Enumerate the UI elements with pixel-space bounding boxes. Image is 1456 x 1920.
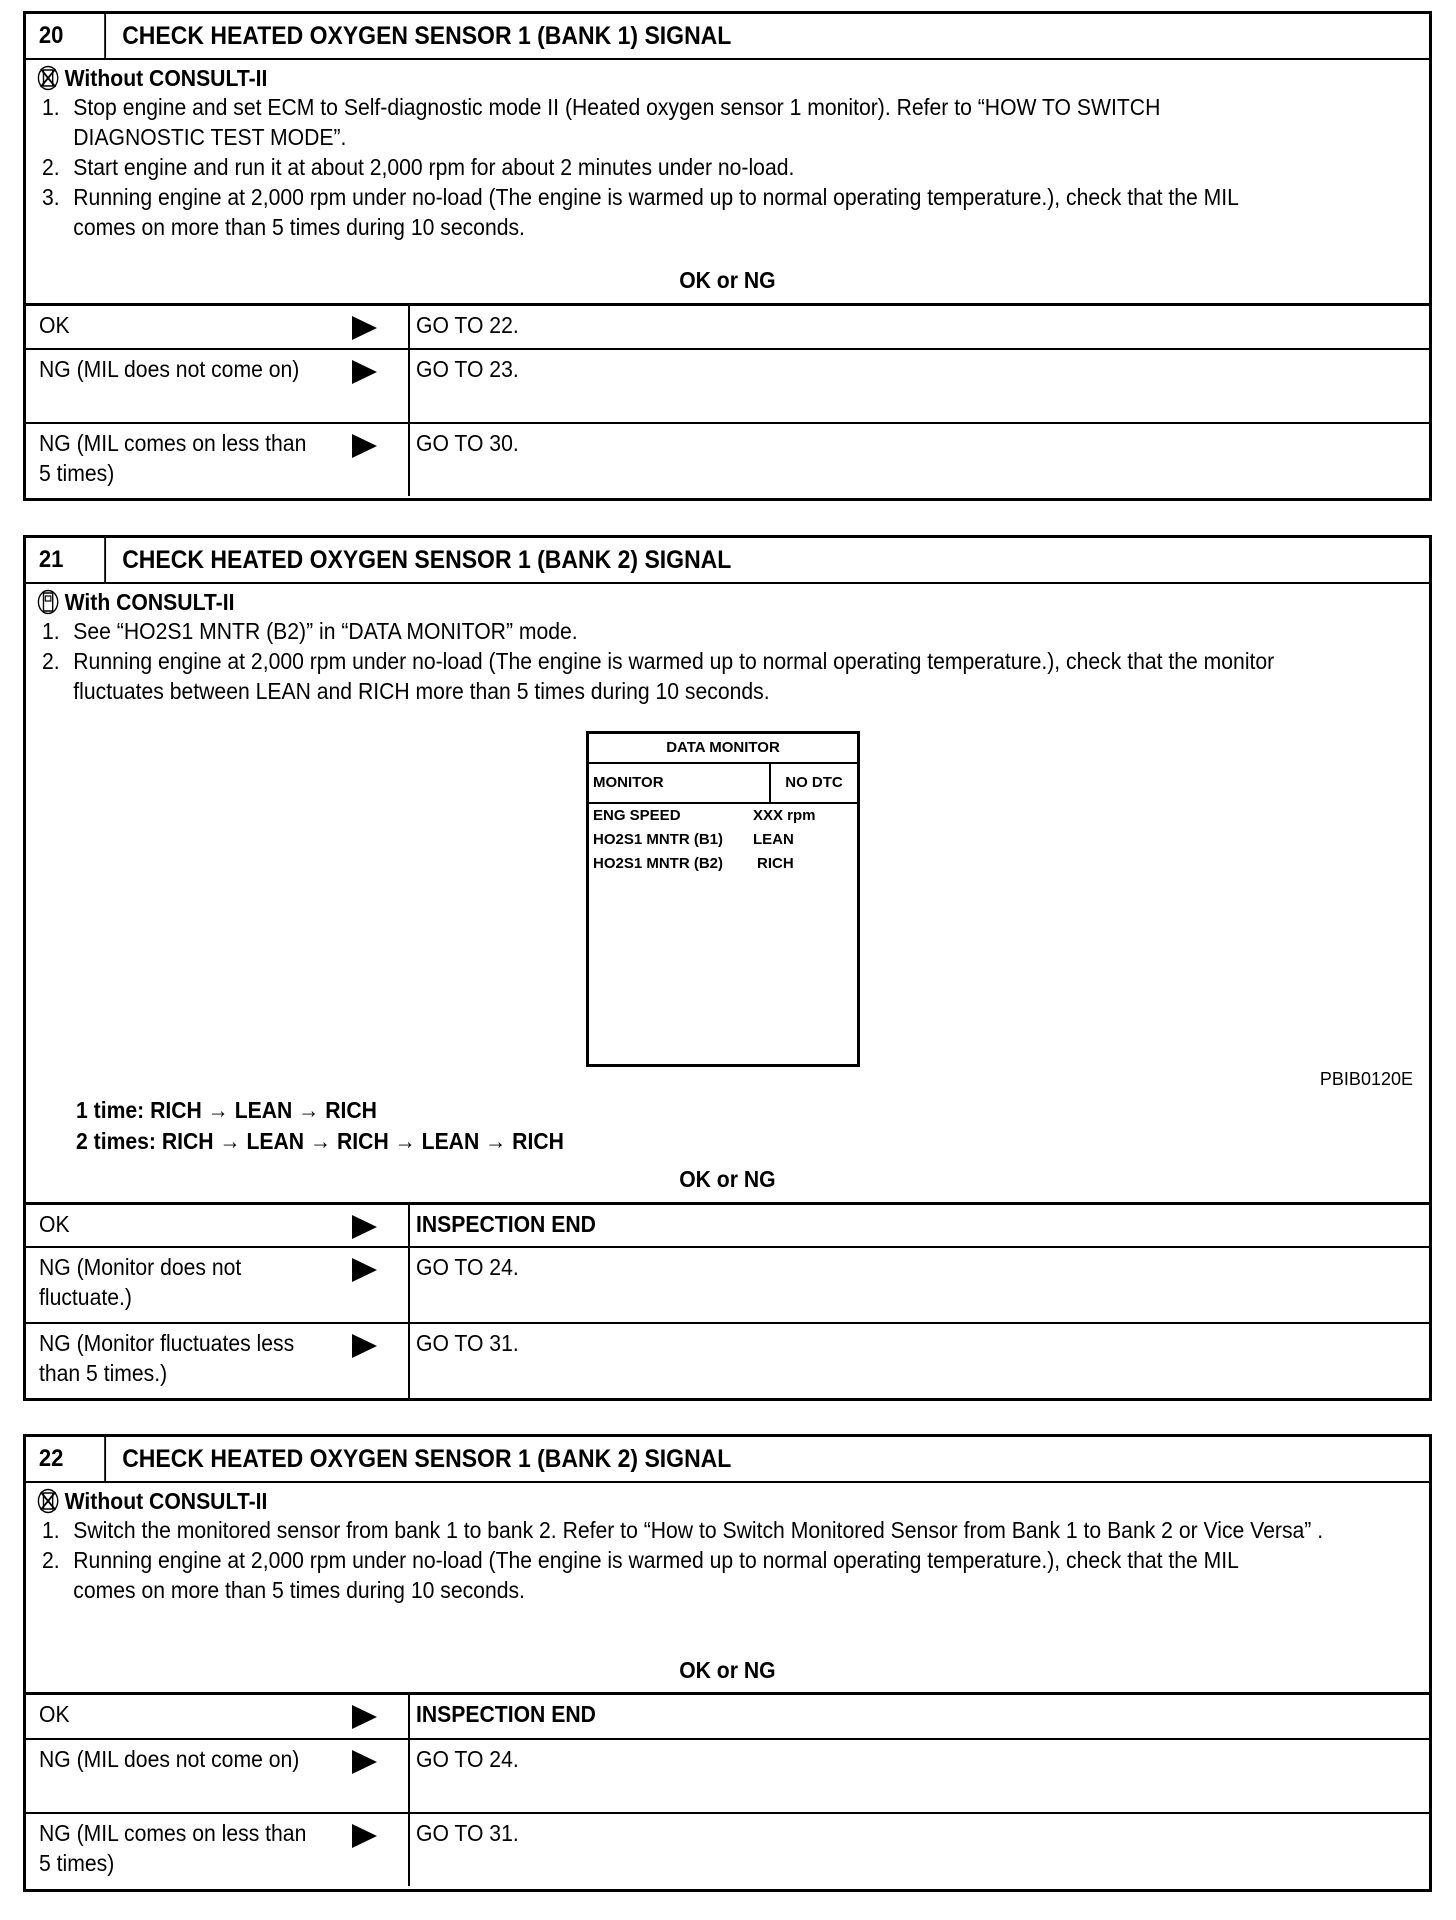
- result-action: GO TO 31.: [416, 1820, 519, 1846]
- step-header: [26, 14, 1429, 60]
- monitor-item: HO2S1 MNTR (B2) RICH: [593, 855, 794, 872]
- step-20-box: [23, 11, 1432, 501]
- result-condition: NG (Monitor does not fluctuate.): [39, 1254, 242, 1310]
- step-22-box: [23, 1434, 1432, 1892]
- result-row: [26, 306, 1429, 348]
- mode-label: Without CONSULT-II: [26, 60, 1317, 92]
- step-number: 20: [26, 14, 106, 58]
- step-title: CHECK HEATED OXYGEN SENSOR 1 (BANK 2) SIGNAL: [122, 1445, 732, 1473]
- arrow-right-icon: [352, 1215, 377, 1239]
- mode-label: Without CONSULT-II: [26, 1483, 1317, 1515]
- consult-ii-icon: [37, 589, 59, 615]
- result-row: [26, 1738, 1429, 1812]
- result-action: GO TO 24.: [416, 1254, 519, 1280]
- mode-label: With CONSULT-II: [26, 584, 1317, 616]
- result-condition: OK: [39, 1211, 70, 1237]
- result-action: INSPECTION END: [416, 1211, 596, 1237]
- step-number: 22: [26, 1437, 106, 1481]
- instruction-item: 2. Running engine at 2,000 rpm under no-load (The engine is warmed up to normal operating temperature.), check that the MIL comes on more than 5 times during 10 seconds.: [42, 1547, 1239, 1603]
- instruction-item: 1. Switch the monitored sensor from bank 1 to bank 2. Refer to “How to Switch Monitored Sensor from Bank 1 to Bank 2 or Vice Versa” .: [42, 1517, 1324, 1543]
- arrow-right-icon: [352, 1824, 377, 1848]
- instruction-item: 3. Running engine at 2,000 rpm under no-load (The engine is warmed up to normal operating temperature.), check that the MIL comes on more than 5 times during 10 seconds.: [42, 184, 1239, 240]
- step-title: CHECK HEATED OXYGEN SENSOR 1 (BANK 1) SIGNAL: [122, 22, 732, 50]
- result-action: GO TO 24.: [416, 1746, 519, 1772]
- monitor-item: ENG SPEED XXX rpm: [593, 807, 816, 824]
- instruction-list: [26, 616, 1429, 706]
- result-row: [26, 348, 1429, 422]
- result-condition: NG (Monitor fluctuates less than 5 times.): [39, 1330, 295, 1386]
- step-body: [26, 584, 1429, 1202]
- result-row: [26, 1205, 1429, 1246]
- result-row: [26, 422, 1429, 496]
- step-title: CHECK HEATED OXYGEN SENSOR 1 (BANK 2) SIGNAL: [122, 546, 732, 574]
- monitor-item: HO2S1 MNTR (B1) LEAN: [593, 831, 794, 848]
- arrow-right-icon: [352, 1258, 377, 1282]
- arrow-right-icon: [352, 360, 377, 384]
- instruction-item: 1. See “HO2S1 MNTR (B2)” in “DATA MONITOR” mode.: [42, 618, 578, 644]
- step-21-box: [23, 535, 1432, 1401]
- no-dtc-label: NO DTC: [785, 774, 843, 791]
- result-row: [26, 1246, 1429, 1322]
- step-number: 21: [26, 538, 106, 582]
- result-action: INSPECTION END: [416, 1701, 596, 1727]
- arrow-right-icon: [352, 434, 377, 458]
- result-action: GO TO 31.: [416, 1330, 519, 1356]
- result-table: [26, 303, 1429, 496]
- result-row: [26, 1322, 1429, 1398]
- cycle-example-1: 1 time: RICH → LEAN → RICH: [76, 1097, 377, 1123]
- result-action: GO TO 22.: [416, 312, 519, 338]
- result-condition: NG (MIL does not come on): [39, 356, 300, 382]
- result-condition: NG (MIL comes on less than 5 times): [39, 430, 307, 486]
- monitor-label: MONITOR: [589, 764, 771, 802]
- result-condition: NG (MIL does not come on): [39, 1746, 300, 1772]
- result-action: GO TO 30.: [416, 430, 519, 456]
- data-monitor-screen: [586, 731, 860, 1067]
- result-row: [26, 1812, 1429, 1886]
- result-action: GO TO 23.: [416, 356, 519, 382]
- cycle-example-2: 2 times: RICH → LEAN → RICH → LEAN → RICH: [76, 1128, 564, 1154]
- instruction-item: 2. Running engine at 2,000 rpm under no-load (The engine is warmed up to normal operating temperature.), check that the monitor fluctuates between LEAN and RICH more than 5 times during 10 seconds.: [42, 648, 1275, 704]
- step-body: [26, 1483, 1429, 1692]
- ok-or-ng-label: OK or NG: [679, 1657, 776, 1683]
- result-condition: OK: [39, 312, 70, 338]
- ok-or-ng-label: OK or NG: [679, 1166, 776, 1192]
- step-header: [26, 538, 1429, 584]
- data-monitor-header-row: [589, 764, 857, 804]
- instruction-list: [26, 92, 1429, 242]
- result-table: [26, 1202, 1429, 1398]
- without-consult-icon: [37, 1488, 59, 1514]
- step-header: [26, 1437, 1429, 1483]
- instruction-list: [26, 1515, 1429, 1605]
- data-monitor-title: DATA MONITOR: [589, 734, 857, 764]
- arrow-right-icon: [352, 1705, 377, 1729]
- instruction-item: 1. Stop engine and set ECM to Self-diagnostic mode II (Heated oxygen sensor 1 monitor). Refer to “HOW TO SWITCH DIAGNOSTIC TEST MODE”.: [42, 94, 1161, 150]
- step-body: [26, 60, 1429, 303]
- arrow-right-icon: [352, 316, 377, 340]
- result-row: [26, 1695, 1429, 1738]
- ok-or-ng-label: OK or NG: [679, 267, 776, 293]
- result-condition: OK: [39, 1701, 70, 1727]
- figure-id: PBIB0120E: [1319, 1069, 1413, 1089]
- arrow-right-icon: [352, 1334, 377, 1358]
- arrow-right-icon: [352, 1750, 377, 1774]
- result-table: [26, 1692, 1429, 1886]
- without-consult-icon: [37, 65, 59, 91]
- instruction-item: 2. Start engine and run it at about 2,000 rpm for about 2 minutes under no-load.: [42, 154, 795, 180]
- result-condition: NG (MIL comes on less than 5 times): [39, 1820, 307, 1876]
